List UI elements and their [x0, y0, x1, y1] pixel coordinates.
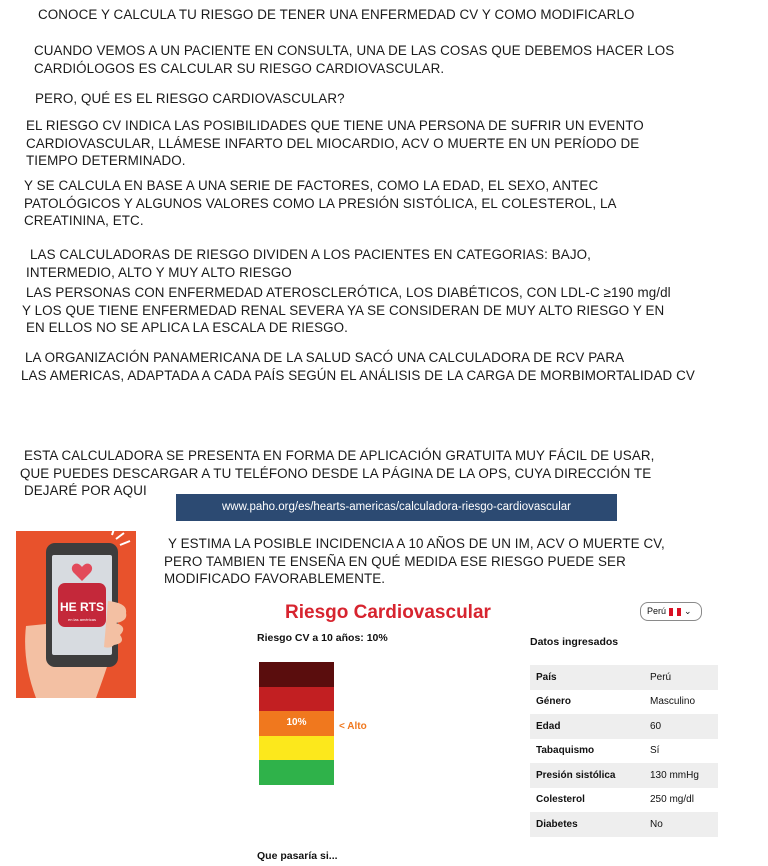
app-icon-image [16, 531, 136, 698]
url-link[interactable]: www.paho.org/es/hearts-americas/calculadora-riesgo-cardiovascular [176, 494, 617, 521]
calculator-title: Riesgo Cardiovascular [285, 602, 491, 623]
paragraph-definition [26, 117, 644, 170]
paragraph-line: QUE PUEDES DESCARGAR A TU TELÉFONO DESDE LA PÁGINA DE LA OPS, CUYA DIRECCIÓN TE [20, 465, 652, 481]
paragraph-line: CARDIOVASCULAR, LLÁMESE INFARTO DEL MIOCARDIO, ACV O MUERTE EN UN PERÍODO DE [26, 135, 640, 151]
paragraph-line: MODIFICADO FAVORABLEMENTE. [164, 571, 386, 586]
data-row [530, 739, 718, 764]
peru-flag-icon [669, 608, 681, 616]
data-row-label: Diabetes [530, 812, 644, 837]
data-row-label: Género [536, 696, 572, 708]
paragraph-categories [26, 246, 591, 281]
paragraph-line: Y SE CALCULA EN BASE A UNA SERIE DE FACTORES, COMO LA EDAD, EL SEXO, ANTEC [24, 178, 599, 193]
what-if-heading[interactable]: Que pasaría si... [257, 850, 338, 862]
data-row [530, 788, 718, 813]
risk-bands [259, 662, 334, 785]
paragraph-line: PERO TAMBIEN TE ENSEÑA EN QUÉ MEDIDA ESE RIESGO PUEDE SER [164, 553, 626, 569]
data-row-value: Sí [650, 745, 660, 757]
page-title: CONOCE Y CALCULA TU RIESGO DE TENER UNA ENFERMEDAD CV Y COMO MODIFICARLO [38, 7, 635, 22]
paragraph-line: EL RIESGO CV INDICA LAS POSIBILIDADES QUE TIENE UNA PERSONA DE SUFRIR UN EVENTO [26, 118, 644, 133]
data-title: Datos ingresados [530, 636, 619, 648]
risk-band-value: 10% [286, 717, 307, 728]
data-row [530, 665, 718, 690]
paragraph-line: LA ORGANIZACIÓN PANAMERICANA DE LA SALUD SACÓ UNA CALCULADORA DE RCV PARA [25, 350, 625, 365]
paragraph-app [20, 447, 654, 500]
calculator-card [249, 596, 732, 866]
chevron-down-icon: ⌄ [684, 606, 692, 616]
paragraph-ops [21, 349, 695, 384]
data-row-label: Colesterol [536, 794, 585, 806]
country-label: Perú [647, 606, 667, 616]
paragraph-line: CUANDO VEMOS A UN PACIENTE EN CONSULTA, UNA DE LAS COSAS QUE DEBEMOS HACER LOS [34, 43, 675, 58]
data-row-value: No [644, 812, 718, 837]
brand-subtitle: en las américas [67, 617, 97, 622]
paragraph-line: LAS AMERICAS, ADAPTADA A CADA PAÍS SEGÚN EL ANÁLISIS DE LA CARGA DE MORBIMORTALIDAD CV [21, 367, 695, 383]
data-row-label: Edad [530, 714, 644, 739]
data-row-label: Presión sistólica [530, 763, 644, 788]
risk-band-high [259, 687, 334, 712]
paragraph-line: Y LOS QUE TIENE ENFERMEDAD RENAL SEVERA YA SE CONSIDERAN DE MUY ALTO RIESGO Y EN [22, 302, 665, 318]
data-row [530, 812, 718, 837]
data-row-value: 60 [644, 714, 718, 739]
data-row-label: Tabaquismo [536, 745, 595, 757]
paragraph-line: INTERMEDIO, ALTO Y MUY ALTO RIESGO [26, 264, 292, 280]
paragraph-line: CREATININA, ETC. [24, 213, 144, 228]
risk-band-intermediate [259, 711, 334, 736]
paragraph-line: LAS CALCULADORAS DE RIESGO DIVIDEN A LOS PACIENTES EN CATEGORIAS: BAJO, [30, 247, 591, 262]
phone-hand-illustration [16, 531, 136, 698]
data-row [530, 690, 718, 715]
country-select[interactable] [640, 602, 702, 621]
paragraph-line: Y ESTIMA LA POSIBLE INCIDENCIA A 10 AÑOS DE UN IM, ACV O MUERTE CV, [168, 536, 665, 551]
data-row-value: 250 mg/dl [650, 794, 694, 806]
data-row [530, 714, 718, 739]
paragraph-incidence [164, 535, 665, 588]
data-row-label: País [530, 665, 644, 690]
data-row-value: 130 mmHg [644, 763, 718, 788]
question-heading: PERO, QUÉ ES EL RIESGO CARDIOVASCULAR? [35, 91, 345, 106]
risk-band-very-high [259, 662, 334, 687]
paragraph-very-high-risk [22, 284, 671, 337]
paragraph-line: TIEMPO DETERMINADO. [26, 153, 186, 168]
paragraph-line: PATOLÓGICOS Y ALGUNOS VALORES COMO LA PRESIÓN SISTÓLICA, EL COLESTEROL, LA [24, 195, 617, 211]
risk-band-low [259, 760, 334, 785]
data-row-value: Perú [644, 665, 718, 690]
paragraph-factors [24, 177, 617, 230]
paragraph-line: LAS PERSONAS CON ENFERMEDAD ATEROSCLERÓTICA, LOS DIABÉTICOS, CON LDL-C ≥190 mg/dl [26, 285, 671, 300]
paragraph-line: CARDIÓLOGOS ES CALCULAR SU RIESGO CARDIOVASCULAR. [34, 60, 445, 76]
data-table [530, 665, 718, 837]
brand-name: HE RTS [59, 600, 105, 614]
paragraph-line: ESTA CALCULADORA SE PRESENTA EN FORMA DE APLICACIÓN GRATUITA MUY FÁCIL DE USAR, [24, 448, 655, 463]
paragraph-line: DEJARÉ POR AQUI [24, 483, 147, 498]
risk-summary: Riesgo CV a 10 años: 10% [257, 632, 388, 644]
paragraph-intro [34, 42, 674, 77]
paragraph-line: EN ELLOS NO SE APLICA LA ESCALA DE RIESGO. [26, 320, 348, 335]
risk-band-moderate [259, 736, 334, 761]
data-row-value: Masculino [650, 696, 696, 708]
data-row [530, 763, 718, 788]
risk-indicator: < Alto [339, 721, 367, 732]
